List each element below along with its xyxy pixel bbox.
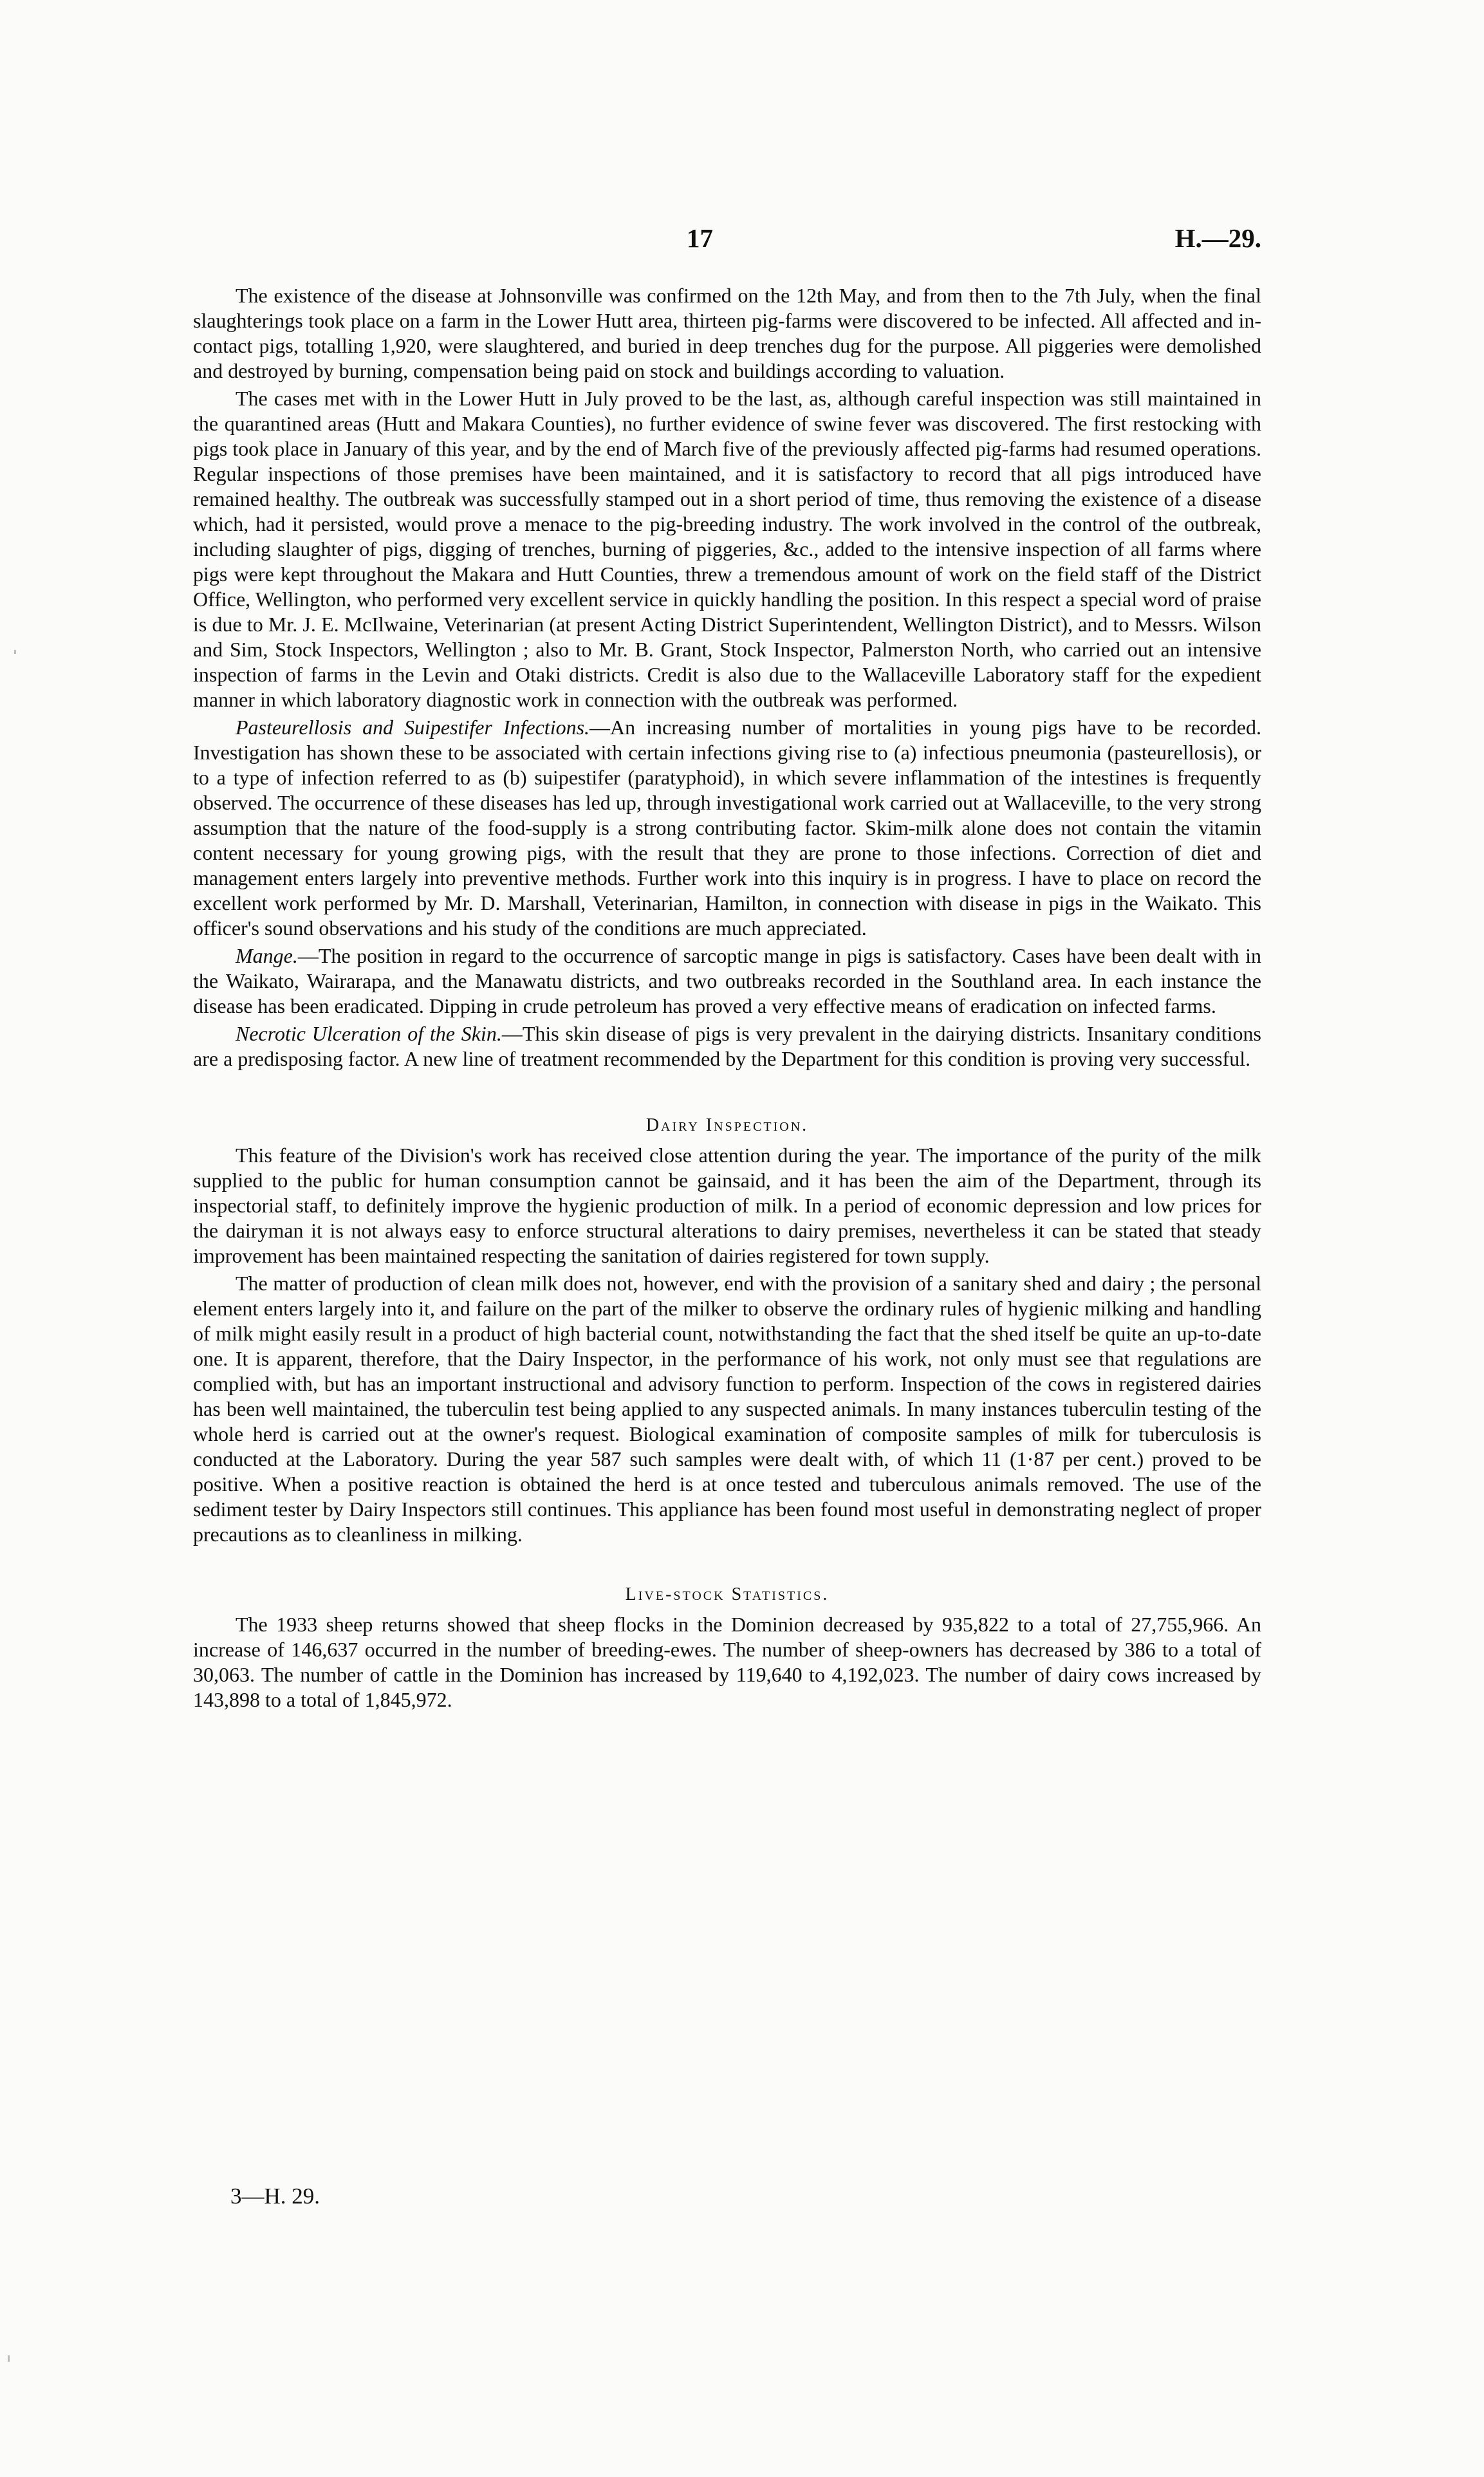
paragraph-pasteurellosis (193, 715, 1261, 941)
paragraph-necrotic (193, 1021, 1261, 1072)
scan-mark (14, 650, 16, 654)
paragraph-lower-hutt: The cases met with in the Lower Hutt in July proved to be the last, as, although careful inspection was still maintained in the quarantined areas (Hutt and Makara Counties), no further evidence of swine fever was discovered. The first restocking with pigs took place in January of this year, and by the end of March five of the previously affected pig-farms had resumed operations. Regular inspections of those premises have been maintained, and it is satisfactory to record that all pigs introduced have remained healthy. The outbreak was successfully stamped out in a short period of time, thus removing the existence of a disease which, had it persisted, would prove a menace to the pig-breeding industry. The work involved in the control of the outbreak, including slaughter of pigs, digging of trenches, burning of piggeries, &c., added to the intensive inspection of all farms where pigs were kept throughout the Makara and Hutt Counties, threw a tremendous amount of work on the field staff of the District Office, Wellington, who performed very excellent service in quickly handling the position. In this respect a special word of praise is due to Mr. J. E. McIlwaine, Veterinarian (at present Acting District Superintendent, Wellington District), and to Messrs. Wilson and Sim, Stock Inspectors, Wellington ; also to Mr. B. Grant, Stock Inspector, Palmerston North, who carried out an intensive inspection of farms in the Levin and Otaki districts. Credit is also due to the Wallaceville Laboratory staff for the expedient manner in which laboratory diagnostic work in connection with the outbreak was performed. (193, 387, 1261, 711)
paragraph-livestock: The 1933 sheep returns showed that sheep flocks in the Dominion decreased by 935,822 to a total of 27,755,966. An increase of 146,637 occurred in the number of breeding-ewes. The number of sheep-owners has decreased by 386 to a total of 30,063. The number of cattle in the Dominion has increased by 119,640 to 4,192,023. The number of dairy cows increased by 143,898 to a total of 1,845,972. (193, 1613, 1261, 1711)
section-heading-livestock: Live-stock Statistics. (625, 1584, 830, 1604)
pasteurellosis-text: —An increasing number of mortalities in young pigs have to be recorded. Investigation has shown these to be associated with certain infections giving rise to (a) infectious pneumonia (pasteurellosis), or to a type of infection referred to as (b) suipestifer (paratyphoid), in which severe inflammation of the intestines is frequently observed. The occurrence of these diseases has led up, through investigational work carried out at Wallaceville, to the very strong assumption that the nature of the food-supply is a strong contributing factor. Skim-milk alone does not contain the vitamin content necessary for young growing pigs, with the result that they are prone to those infections. Correction of diet and management enters largely into preventive methods. Further work into this inquiry is in progress. I have to place on record the excellent work performed by Mr. D. Marshall, Veterinarian, Hamilton, in connection with disease in pigs in the Waikato. This officer's sound observations and his study of the conditions are much appreciated. (193, 716, 1262, 940)
page-signature: 3—H. 29. (230, 2184, 320, 2209)
necrotic-text: —This skin disease of pigs is very prevalent in the dairying districts. Insanitary conditions are a predisposing factor. A new line of treatment recommended by the Department for this condition is proving very successful. (193, 1022, 1262, 1070)
document-reference: H.—29. (1174, 223, 1261, 253)
mange-heading: Mange. (236, 944, 298, 967)
pasteurellosis-heading: Pasteurellosis and Suipestifer Infections. (236, 716, 590, 739)
body-text (193, 283, 1261, 1718)
paragraph-dairy-2: The matter of production of clean milk does not, however, end with the provision of a sanitary shed and dairy ; the personal element enters largely into it, and failure on the part of the milker to observe the ordinary rules of hygienic milking and handling of milk might easily result in a product of high bacterial count, notwithstanding the fact that the shed itself be quite an up-to-date one. It is apparent, therefore, that the Dairy Inspector, in the performance of his work, not only must see that regulations are complied with, but has an important instructional and advisory function to perform. Inspection of the cows in registered dairies has been well maintained, the tuberculin test being applied to any suspected animals. In many instances tuberculin testing of the whole herd is carried out at the owner's request. Biological examination of composite samples of milk for tuberculosis is conducted at the Laboratory. During the year 587 such samples were dealt with, of which 11 (1·87 per cent.) proved to be positive. When a positive reaction is obtained the herd is at once tested and tuberculous animals removed. The use of the sediment tester by Dairy Inspectors still continues. This appliance has been found most useful in demonstrating neglect of proper precautions as to cleanliness in milking. (193, 1272, 1261, 1546)
section-heading-dairy: Dairy Inspection. (645, 1115, 809, 1135)
page-number: 17 (687, 223, 713, 253)
necrotic-heading: Necrotic Ulceration of the Skin. (236, 1022, 502, 1045)
paragraph-mange (193, 943, 1261, 1019)
paragraph-dairy-1: This feature of the Division's work has received close attention during the year. The importance of the purity of the milk supplied to the public for human consumption cannot be gainsaid, and it has been the aim of the Department, through its inspectorial staff, to definitely improve the hygienic production of milk. In a period of economic depression and low prices for the dairyman it is not always easy to enforce structural alterations to dairy premises, nevertheless it can be stated that steady improvement has been maintained respecting the sanitation of dairies registered for town supply. (193, 1144, 1261, 1267)
paragraph-johnsonville: The existence of the disease at Johnsonville was confirmed on the 12th May, and from then to the 7th July, when the final slaughterings took place on a farm in the Lower Hutt area, thirteen pig-farms were discovered to be infected. All affected and in-contact pigs, totalling 1,920, were slaughtered, and buried in deep trenches dug for the purpose. All piggeries were demolished and destroyed by burning, compensation being paid on stock and buildings according to valuation. (193, 284, 1261, 382)
scan-mark (8, 2355, 10, 2362)
mange-text: —The position in regard to the occurrence of sarcoptic mange in pigs is satisfactory. Cases have been dealt with in the Waikato, Wairarapa, and the Manawatu districts, and two outbreaks recorded in the Southland area. In each instance the disease has been eradicated. Dipping in crude petroleum has proved a very effective means of eradication on infected farms. (193, 944, 1261, 1017)
page-header (193, 223, 1261, 261)
